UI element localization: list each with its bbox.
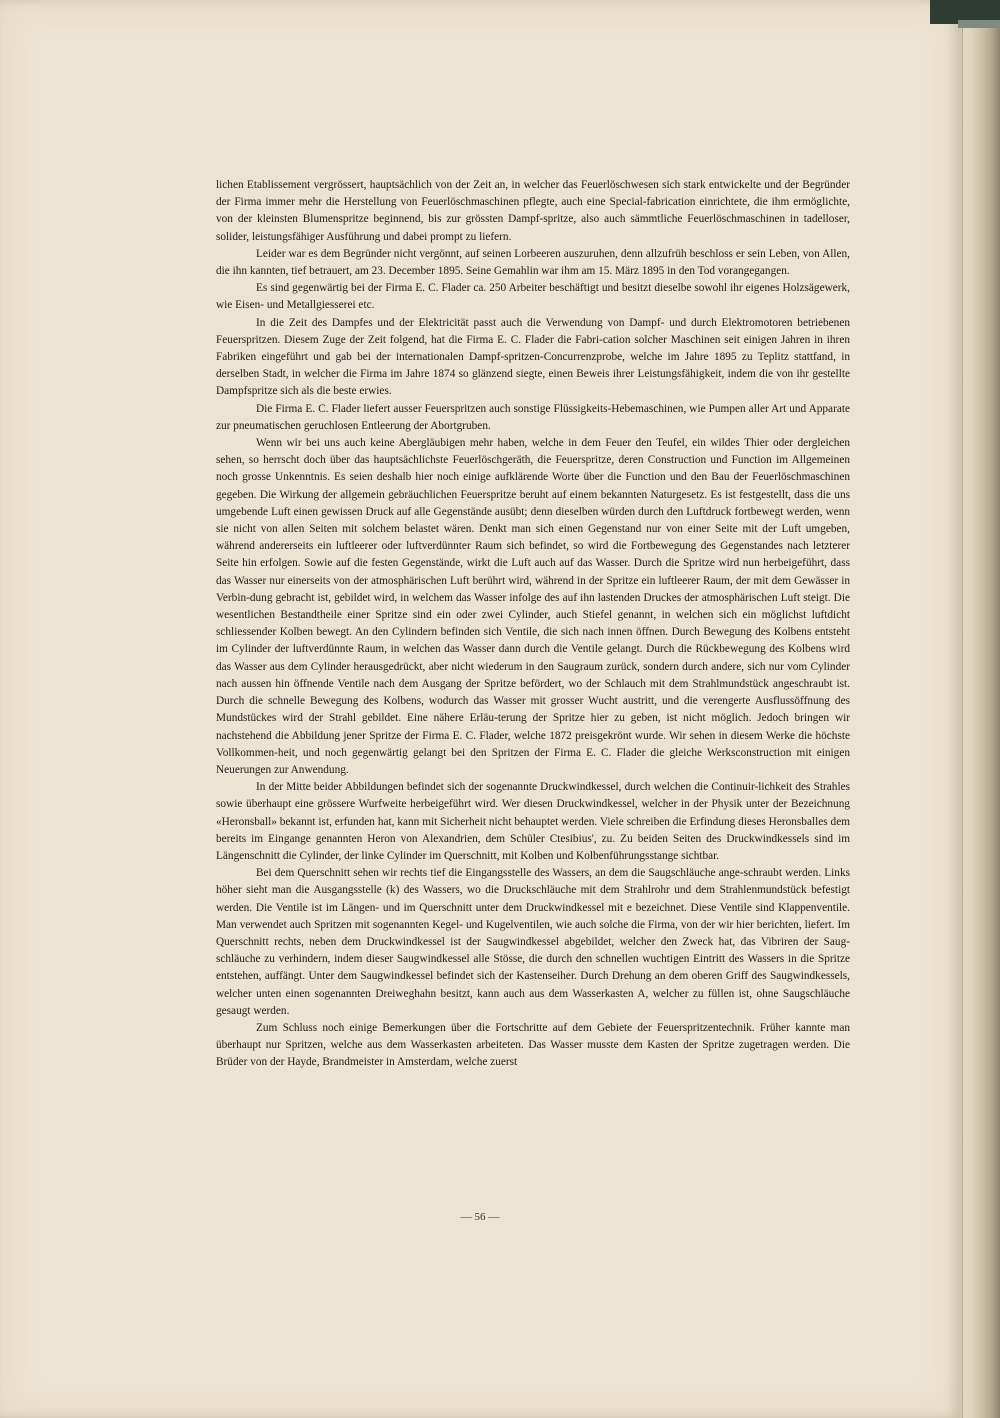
paragraph-5: Die Firma E. C. Flader liefert ausser Feuerspritzen auch sonstige Flüssigkeits-Hebemaschinen, wie Pumpen aller Art und Apparate zur pneumatischen geruchlosen Entleerung der Abortgruben. <box>216 402 850 432</box>
paragraph-7: In der Mitte beider Abbildungen befindet sich der sogenannte Druckwindkessel, durch welchen die Continuir-lichkeit des Strahles sowie überhaupt eine grössere Wurfweite herbeigeführt wird. Wer diesen Druckwindkessel, welcher in der Physik unter der Bezeichnung «Heronsball» bekannt ist, erfunden hat, kann mit Sicherheit nicht behauptet werden. Viele schreiben die Erfindung dieses Heronsballes dem bereits im Eingange genannten Heron von Alexandrien, dem Schüler Ctesibius', zu. Zu beiden Seiten des Druckwindkessels sind im Längenschnitt die Cylinder, der linke Cylinder im Querschnitt, mit Kolben und Kolbenführungsstange sichtbar. <box>216 781 850 862</box>
paragraph-1: lichen Etablissement vergrössert, hauptsächlich von der Zeit an, in welcher das Feuerlöschwesen sich stark entwickelte und der Begründer der Firma immer mehr die Herstellung von Feuerlöschmaschinen pflegte, auch eine Special-fabrication einrichtete, die ihm ermöglichte, von der kleinsten Blumenspritze beginnend, bis zur grössten Dampf-spritze, also auch sämmtliche Feuerlöschmaschinen in tadelloser, solider, leistungsfähiger Ausführung und dabei prompt zu liefern. <box>216 179 850 243</box>
page-edge-line <box>962 0 963 1418</box>
paragraph-3: Es sind gegenwärtig bei der Firma E. C. Flader ca. 250 Arbeiter beschäftigt und besitzt dieselbe sowohl ihr eigenes Holzsägewerk, wie Eisen- und Metallgiesserei etc. <box>216 282 850 312</box>
body-text <box>216 177 850 1072</box>
paragraph-4: In die Zeit des Dampfes und der Elektricität passt auch die Verwendung von Dampf- und durch Elektromotoren betriebenen Feuerspritzen. Diesem Zuge der Zeit folgend, hat die Firma E. C. Flader die Fabri-cation solcher Maschinen seit einigen Jahren in ihren Fabriken eingeführt und gab bei der internationalen Dampf-spritzen-Concurrenzprobe, welche im Jahre 1895 zu Teplitz stattfand, in derselben Stadt, in welcher die Firma im Jahre 1874 so glänzend siegte, einen Beweis ihrer Leistungsfähigkeit, indem die von ihr gestellte Dampfspritze sich als die beste erwies. <box>216 316 850 398</box>
binding-strip <box>958 20 1000 28</box>
page-edge <box>960 0 1000 1418</box>
page-number: — 56 — <box>460 1211 500 1223</box>
paragraph-9: Zum Schluss noch einige Bemerkungen über die Fortschritte auf dem Gebiete der Feuerspritzentechnik. Früher kannte man überhaupt nur Spritzen, welche aus dem Wasserkasten arbeiteten. Das Wasser musste dem Kasten der Spritze zugetragen werden. Die Brüder von der Hayde, Brandmeister in Amsterdam, welche zuerst <box>216 1021 850 1069</box>
paragraph-8: Bei dem Querschnitt sehen wir rechts tief die Eingangsstelle des Wassers, an dem die Saugschläuche ange-schraubt werden. Links höher sieht man die Ausgangsstelle (k) des Wassers, wo die Druckschläuche mit dem Strahlrohr und dem Strahlenmundstück befestigt werden. Die Ventile ist im Längen- und im Querschnitt unter dem Druckwindkessel mit e bezeichnet. Diese Ventile sind Klappenventile. Man verwendet auch Spritzen mit sogenannten Kegel- und Kugelventilen, wie auch solche die Firma, von der wir hier berichten, liefert. Im Querschnitt rechts, neben dem Druckwindkessel ist der Saugwindkessel abgebildet, welcher den Zweck hat, das Vibriren der Saug-schläuche zu verhindern, indem dieser Saugwindkessel alle Stösse, die durch den schnellen wuchtigen Eintritt des Wassers in die Spritze entstehen, auffängt. Unter dem Saugwindkessel befindet sich der Kastenseiher. Durch Drehung an dem oberen Griff des Saugwindkessels, welcher unten einen sogenannten Dreiweghahn besitzt, kann auch aus dem Wasserkasten A, welcher zu füllen ist, ohne Saugschläuche gesaugt werden. <box>216 867 850 1017</box>
paragraph-6: Wenn wir bei uns auch keine Abergläubigen mehr haben, welche in dem Feuer den Teufel, ein wildes Thier oder dergleichen sehen, so herrscht doch über das hauptsächlichste Feuerlöschgeräth, die Feuerspritze, deren Construction und Function im Allgemeinen noch grosse Unkenntnis. Es seien deshalb hier noch einige aufklärende Worte über die Function und den Bau der Feuerlöschmaschinen gegeben. Die Wirkung der allgemein gebräuchlichen Feuerspritze beruht auf einem bekannten Naturgesetz. Es ist festgestellt, dass die uns umgebende Luft einen gewissen Druck auf alle Gegenstände ausübt; denn dieselben würden durch den Luftdruck fortbewegt werden, wenn sie nicht von allen Seiten mit solchem belastet wären. Denkt man sich einen Gegenstand nur von einer Seite mit der Luft umgeben, während andererseits ein luftleerer oder luftverdünnter Raum sich befindet, so wird die Fortbewegung des Gegenstandes nach letzterer Seite hin erfolgen. Sowie auf die festen Gegenstände, wirkt die Luft auch auf das Wasser. Durch die Spritze wird nun herbeigeführt, dass das Wasser nur einerseits von der atmosphärischen Luft berührt wird, während in der Spritze ein luftleerer Raum, der mit dem Gewässer in Verbin-dung gebracht ist, gebildet wird, in welchem das Wasser infolge des auf ihn lastenden Druckes der atmosphärischen Luft steigt. Die wesentlichen Bestandtheile einer Spritze sind ein oder zwei Cylinder, auch Stiefel genannt, in welchen sich ein möglichst luftdicht schliessender Kolben bewegt. An den Cylindern befinden sich Ventile, die sich nach innen öffnen. Durch Bewegung des Kolbens entsteht im Cylinder der luftverdünnte Raum, in welchen das Wasser dann durch die Ventile gelangt. Durch die Rückbewegung des Kolbens wird das Wasser aus dem Cylinder herausgedrückt, aber nicht wiederum in den Saugraum zurück, sondern durch andere, sich nur vom Cylinder nach aussen hin öffnende Ventile nach dem Ausgang der Spritze befördert, wo der Schlauch mit dem Strahlmundstück angeschraubt ist. Durch die schnelle Bewegung des Kolbens, wodurch das Wasser mit grosser Wucht austritt, und die verengerte Ausflussöffnung des Mundstückes wird der Strahl gebildet. Eine nähere Erläu-terung der Spritze hier zu geben, ist nicht möglich. Jedoch bringen wir nachstehend die Abbildung jener Spritze der Firma E. C. Flader, welche 1872 preisgekrönt wurde. Wir sehen in diesem Werke die höchste Vollkommen-heit, und noch gegenwärtig gelangt bei den Spritzen der Firma E. C. Flader die gleiche Werksconstruction mit einigen Neuerungen zur Anwendung. <box>216 437 850 776</box>
paragraph-2: Leider war es dem Begründer nicht vergönnt, auf seinen Lorbeeren auszuruhen, denn allzufrüh beschloss er sein Leben, von Allen, die ihn kannten, tief betrauert, am 23. December 1895. Seine Gemahlin war ihm am 15. März 1895 in den Tod vorangegangen. <box>216 247 850 278</box>
